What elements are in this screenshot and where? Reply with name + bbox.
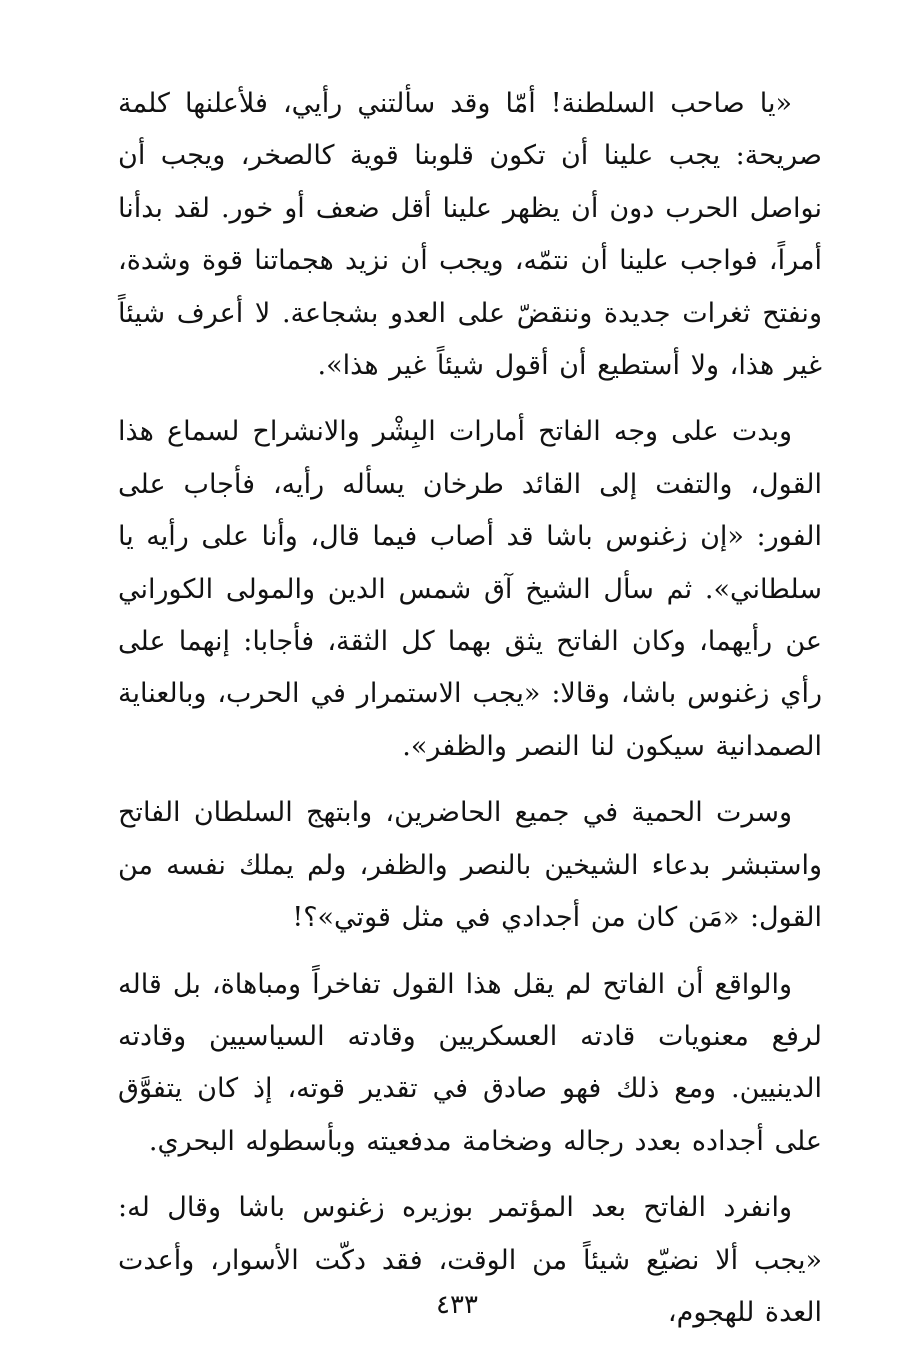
page-number: ٤٣٣ <box>436 1290 478 1320</box>
paragraph-5: وانفرد الفاتح بعد المؤتمر بوزيره زغنوس باشا وقال له: «يجب ألا نضيّع شيئاً من الوقت، فقد دكّت الأسوار، وأعدت العدة للهجوم، <box>118 1192 822 1328</box>
paragraph-4: والواقع أن الفاتح لم يقل هذا القول تفاخراً ومباهاة، بل قاله لرفع معنويات قادته العسكريين وقادته السياسيين وقادته الدينيين. ومع ذلك فهو صادق في تقدير قوته، إذ كان يتفوَّق على أجداده بعدد رجاله وضخامة مدفعيته وبأسطوله البحري. <box>118 968 822 1157</box>
paragraph-1: «يا صاحب السلطنة! أمّا وقد سألتني رأيي، فلأعلنها كلمة صريحة: يجب علينا أن تكون قلوبنا قوية كالصخر، ويجب أن نواصل الحرب دون أن يظهر علينا أقل ضعف أو خور. لقد بدأنا أمراً، فواجب علينا أن نتمّه، ويجب أن نزيد هجماتنا قوة وشدة، ونفتح ثغرات جديدة وننقضّ على العدو بشجاعة. لا أعرف شيئاً غير هذا، ولا أستطيع أن أقول شيئاً غير هذا». <box>118 88 822 382</box>
paragraph-2: وبدت على وجه الفاتح أمارات البِشْر والانشراح لسماع هذا القول، والتفت إلى القائد طرخان يسأله رأيه، فأجاب على الفور: «إن زغنوس باشا قد أصاب فيما قال، وأنا على رأيه يا سلطاني». ثم سأل الشيخ آق شمس الدين والمولى الكوراني عن رأيهما، وكان الفاتح يثق بهما كل الثقة، فأجابا: إنهما على رأي زغنوس باشا، وقالا: «يجب الاستمرار في الحرب، وبالعناية الصمدانية سيكون لنا النصر والظفر». <box>118 416 822 762</box>
paragraph-3: وسرت الحمية في جميع الحاضرين، وابتهج السلطان الفاتح واستبشر بدعاء الشيخين بالنصر والظفر، ولم يملك نفسه من القول: «مَن كان من أجدادي في مثل قوتي»؟! <box>118 797 822 934</box>
